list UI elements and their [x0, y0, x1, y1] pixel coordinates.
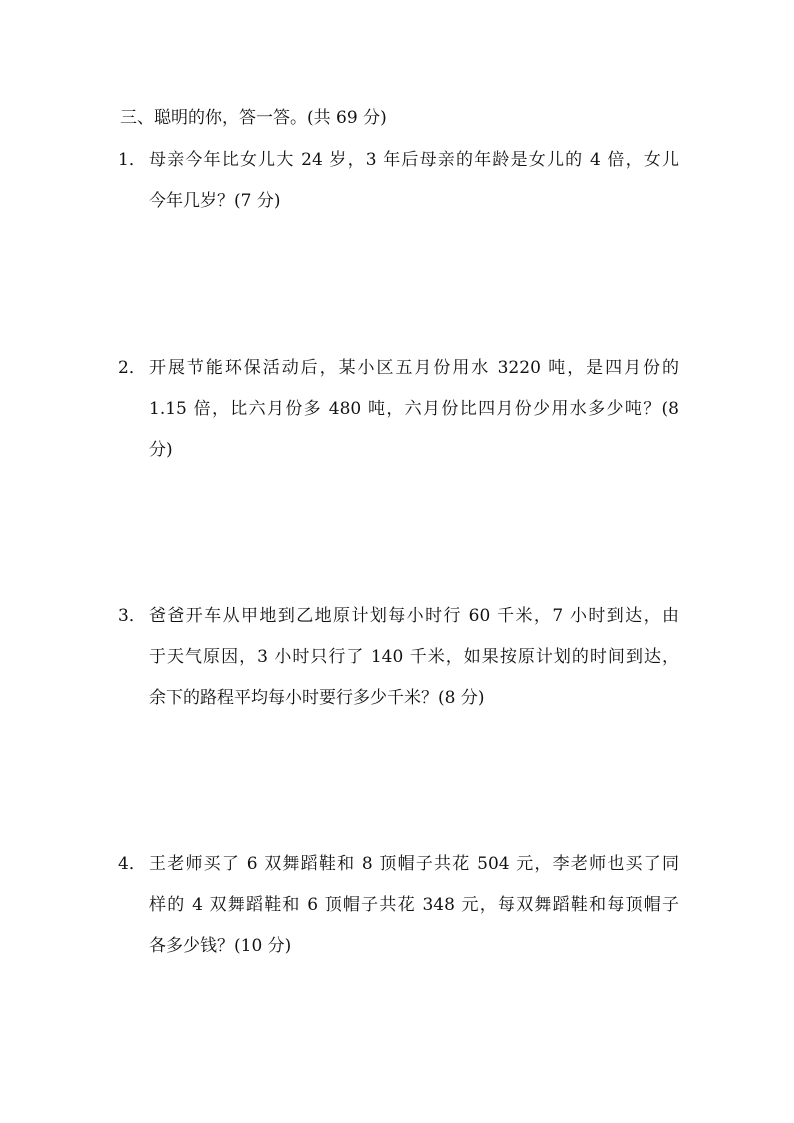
problem-text-line: 1.15 倍，比六月份多 480 吨，六月份比四月份少用水多少吨？(8 — [149, 399, 679, 419]
problem-number: 4． — [118, 854, 146, 874]
problem-text-line: 余下的路程平均每小时要行多少千米？(8 分) — [149, 688, 485, 708]
problem-text-line: 各多少钱？(10 分) — [149, 936, 292, 956]
problem-text-line: 母亲今年比女儿大 24 岁，3 年后母亲的年龄是女儿的 4 倍，女儿 — [149, 150, 679, 170]
problem-text-line: 开展节能环保活动后，某小区五月份用水 3220 吨，是四月份的 — [149, 358, 679, 378]
problem-text-line: 于天气原因，3 小时只行了 140 千米，如果按原计划的时间到达， — [149, 647, 679, 667]
section-title: 三、聪明的你，答一答。(共 69 分) — [120, 108, 387, 128]
problem-text-line: 爸爸开车从甲地到乙地原计划每小时行 60 千米，7 小时到达，由 — [149, 606, 679, 626]
problem-text-line: 分) — [149, 440, 173, 460]
problem-text-line: 王老师买了 6 双舞蹈鞋和 8 顶帽子共花 504 元，李老师也买了同 — [149, 854, 679, 874]
problem-number: 2． — [118, 358, 146, 378]
problem-text-line: 样的 4 双舞蹈鞋和 6 顶帽子共花 348 元，每双舞蹈鞋和每顶帽子 — [149, 895, 679, 915]
problem-number: 3． — [118, 606, 146, 626]
problem-number: 1． — [118, 150, 146, 170]
problem-text-line: 今年几岁？(7 分) — [149, 191, 281, 211]
